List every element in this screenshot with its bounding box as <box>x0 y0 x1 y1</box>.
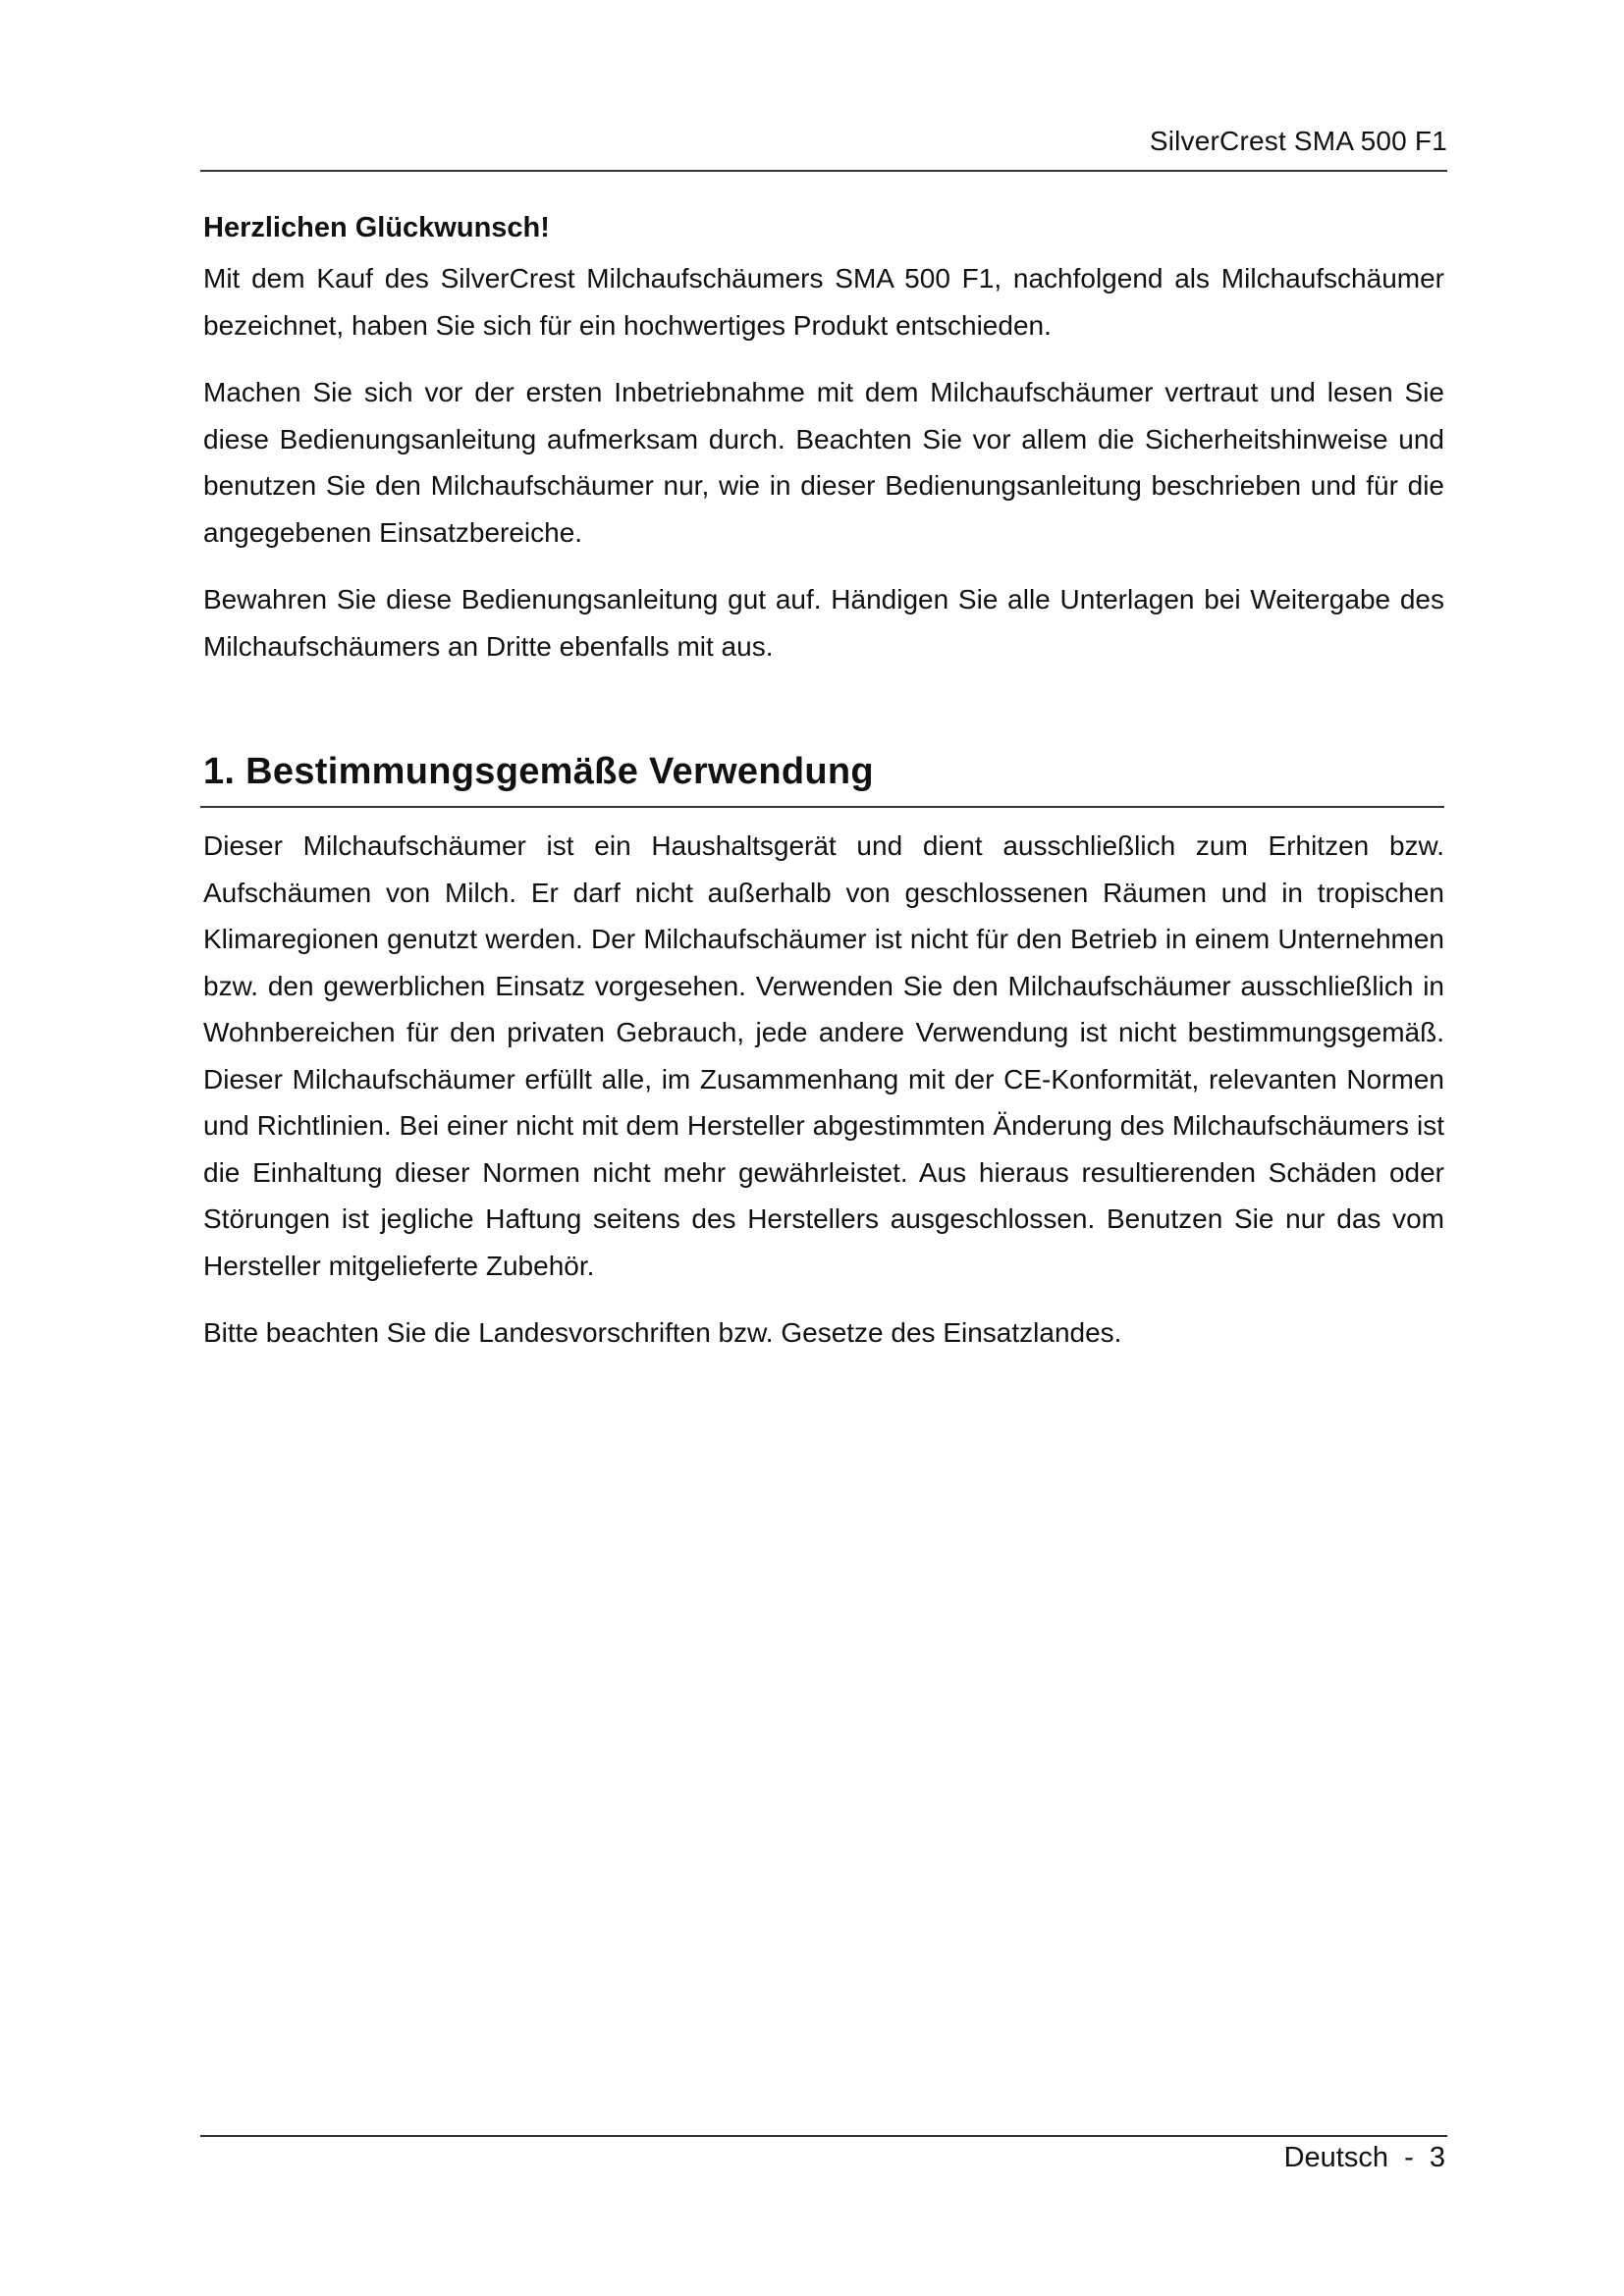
section-divider <box>200 806 1444 808</box>
intro-paragraph-1: Mit dem Kauf des SilverCrest Milchaufschäumers SMA 500 F1, nachfolgend als Milchaufschäumer bezeichnet, haben Sie sich für ein hochwertiges Produkt entschieden. <box>203 263 1444 341</box>
page-content <box>203 206 1444 1377</box>
intro-paragraph-3: Bewahren Sie diese Bedienungsanleitung gut auf. Händigen Sie alle Unterlagen bei Weitergabe des Milchaufschäumers an Dritte ebenfalls mit aus. <box>203 584 1444 662</box>
header-product-name: SilverCrest SMA 500 F1 <box>1149 126 1447 156</box>
section-heading: 1. Bestimmungsgemäße Verwendung <box>203 751 874 792</box>
intro-paragraph-2: Machen Sie sich vor der ersten Inbetriebnahme mit dem Milchaufschäumer vertraut und lesen Sie diese Bedienungsanleitung aufmerksam durch. Beachten Sie vor allem die Sicherheitshinweise und benutzen Sie den Milchaufschäumer nur, wie in dieser Bedienungsanleitung beschrieben und für die angegebenen Einsatzbereiche. <box>203 377 1444 548</box>
header-divider <box>200 170 1447 172</box>
section-paragraph-1: Dieser Milchaufschäumer ist ein Haushaltsgerät und dient ausschließlich zum Erhitzen bzw. Aufschäumen von Milch. Er darf nicht außerhalb von geschlossenen Räumen und in tropischen Klimaregionen genutzt werden. Der Milchaufschäumer ist nicht für den Betrieb in einem Unternehmen bzw. den gewerblichen Einsatz vorgesehen. Verwenden Sie den Milchaufschäumer ausschließlich in Wohnbereichen für den privaten Gebrauch, jede andere Verwendung ist nicht bestimmungsgemäß. Dieser Milchaufschäumer erfüllt alle, im Zusammenhang mit der CE-Konformität, relevanten Normen und Richtlinien. Bei einer nicht mit dem Hersteller abgestimmten Änderung des Milchaufschäumers ist die Einhaltung dieser Normen nicht mehr gewährleistet. Aus hieraus resultierenden Schäden oder Störungen ist jegliche Haftung seitens des Herstellers ausgeschlossen. Benutzen Sie nur das vom Hersteller mitgelieferte Zubehör. <box>203 830 1444 1281</box>
section-paragraph-2: Bitte beachten Sie die Landesvorschriften bzw. Gesetze des Einsatzlandes. <box>203 1317 1122 1348</box>
footer-page-label: Deutsch - 3 <box>1283 2142 1445 2173</box>
intro-title: Herzlichen Glückwunsch! <box>203 212 550 243</box>
footer-divider <box>200 2135 1447 2137</box>
